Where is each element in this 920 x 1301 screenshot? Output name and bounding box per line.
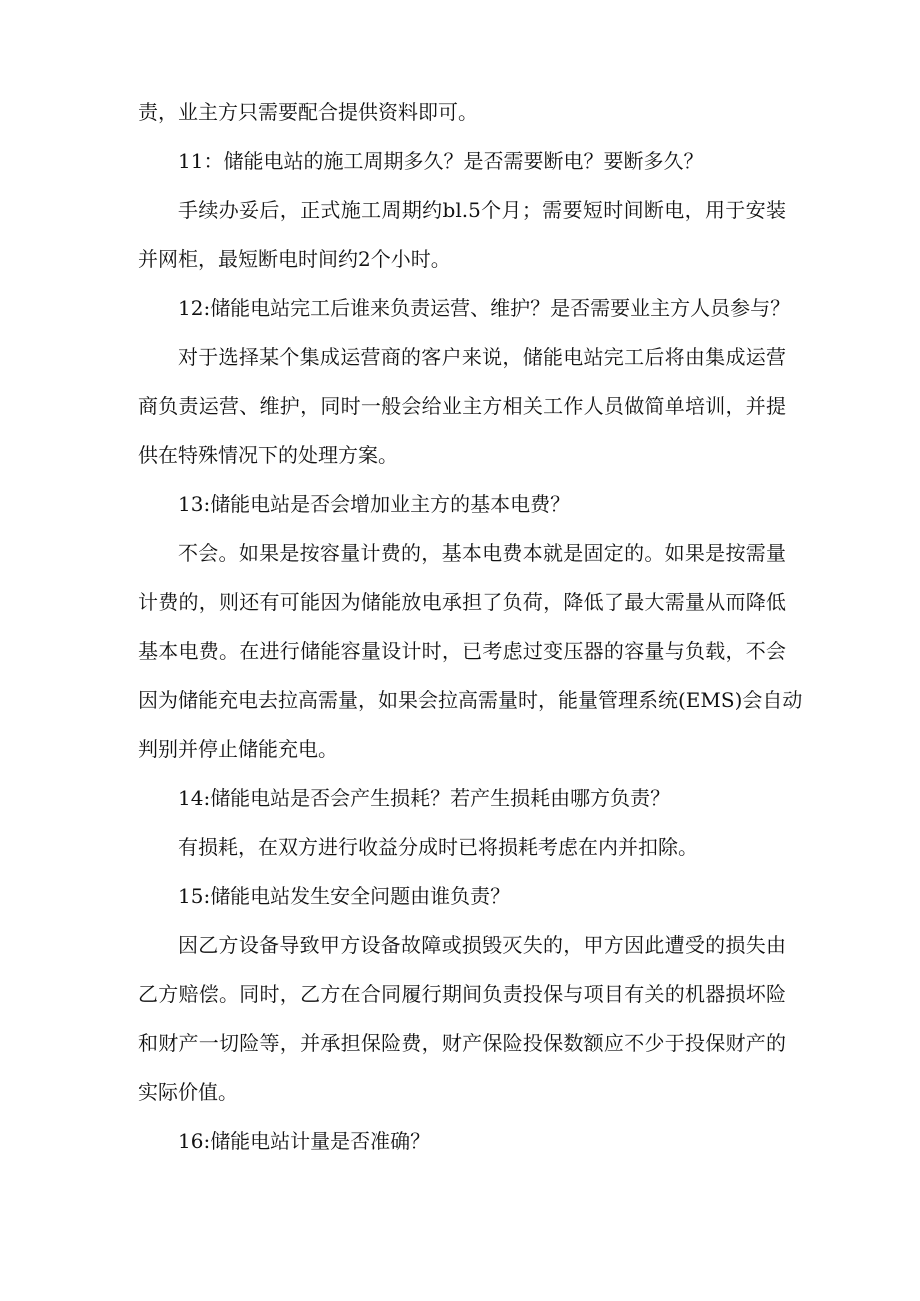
paragraph-line: 有损耗，在双方进行收益分成时已将损耗考虑在内并扣除。 <box>178 835 698 859</box>
question-16: 16:储能电站计量是否准确？ <box>178 1129 431 1153</box>
paragraph-line: 供在特殊情况下的处理方案。 <box>138 443 398 467</box>
paragraph-line: 商负责运营、维护，同时一般会给业主方相关工作人员做简单培训，并提 <box>138 394 786 418</box>
paragraph-line: 对于选择某个集成运营商的客户来说，储能电站完工后将由集成运营 <box>178 345 786 369</box>
paragraph-line: 因乙方设备导致甲方设备故障或损毁灭失的，甲方因此遭受的损失由 <box>178 933 786 957</box>
paragraph-line: 计费的，则还有可能因为储能放电承担了负荷，降低了最大需量从而降低 <box>138 590 786 614</box>
paragraph-line: 基本电费。在进行储能容量设计时，已考虑过变压器的容量与负载，不会 <box>138 639 786 663</box>
paragraph-line: 不会。如果是按容量计费的，基本电费本就是固定的。如果是按需量 <box>178 541 786 565</box>
paragraph-line: 和财产一切险等，并承担保险费，财产保险投保数额应不少于投保财产的 <box>138 1031 786 1055</box>
question-13: 13:储能电站是否会增加业主方的基本电费？ <box>178 492 571 516</box>
question-14: 14:储能电站是否会产生损耗？若产生损耗由哪方负责？ <box>178 786 671 810</box>
paragraph-line: 责，业主方只需要配合提供资料即可。 <box>138 100 478 124</box>
question-12: 12:储能电站完工后谁来负责运营、维护？是否需要业主方人员参与？ <box>178 296 791 320</box>
paragraph-line: 手续办妥后，正式施工周期约bl.5个月；需要短时间断电，用于安装 <box>178 198 786 222</box>
question-15: 15:储能电站发生安全问题由谁负责？ <box>178 884 511 908</box>
paragraph-line: 乙方赔偿。同时，乙方在合同履行期间负责投保与项目有关的机器损坏险 <box>138 982 786 1006</box>
paragraph-line: 实际价值。 <box>138 1080 238 1104</box>
question-11: 11：储能电站的施工周期多久？是否需要断电？要断多久？ <box>178 149 704 173</box>
paragraph-line: 判别并停止储能充电。 <box>138 737 338 761</box>
paragraph-line: 并网柜，最短断电时间约2个小时。 <box>138 247 451 271</box>
paragraph-line: 因为储能充电去拉高需量，如果会拉高需量时，能量管理系统(EMS)会自动 <box>138 688 803 712</box>
